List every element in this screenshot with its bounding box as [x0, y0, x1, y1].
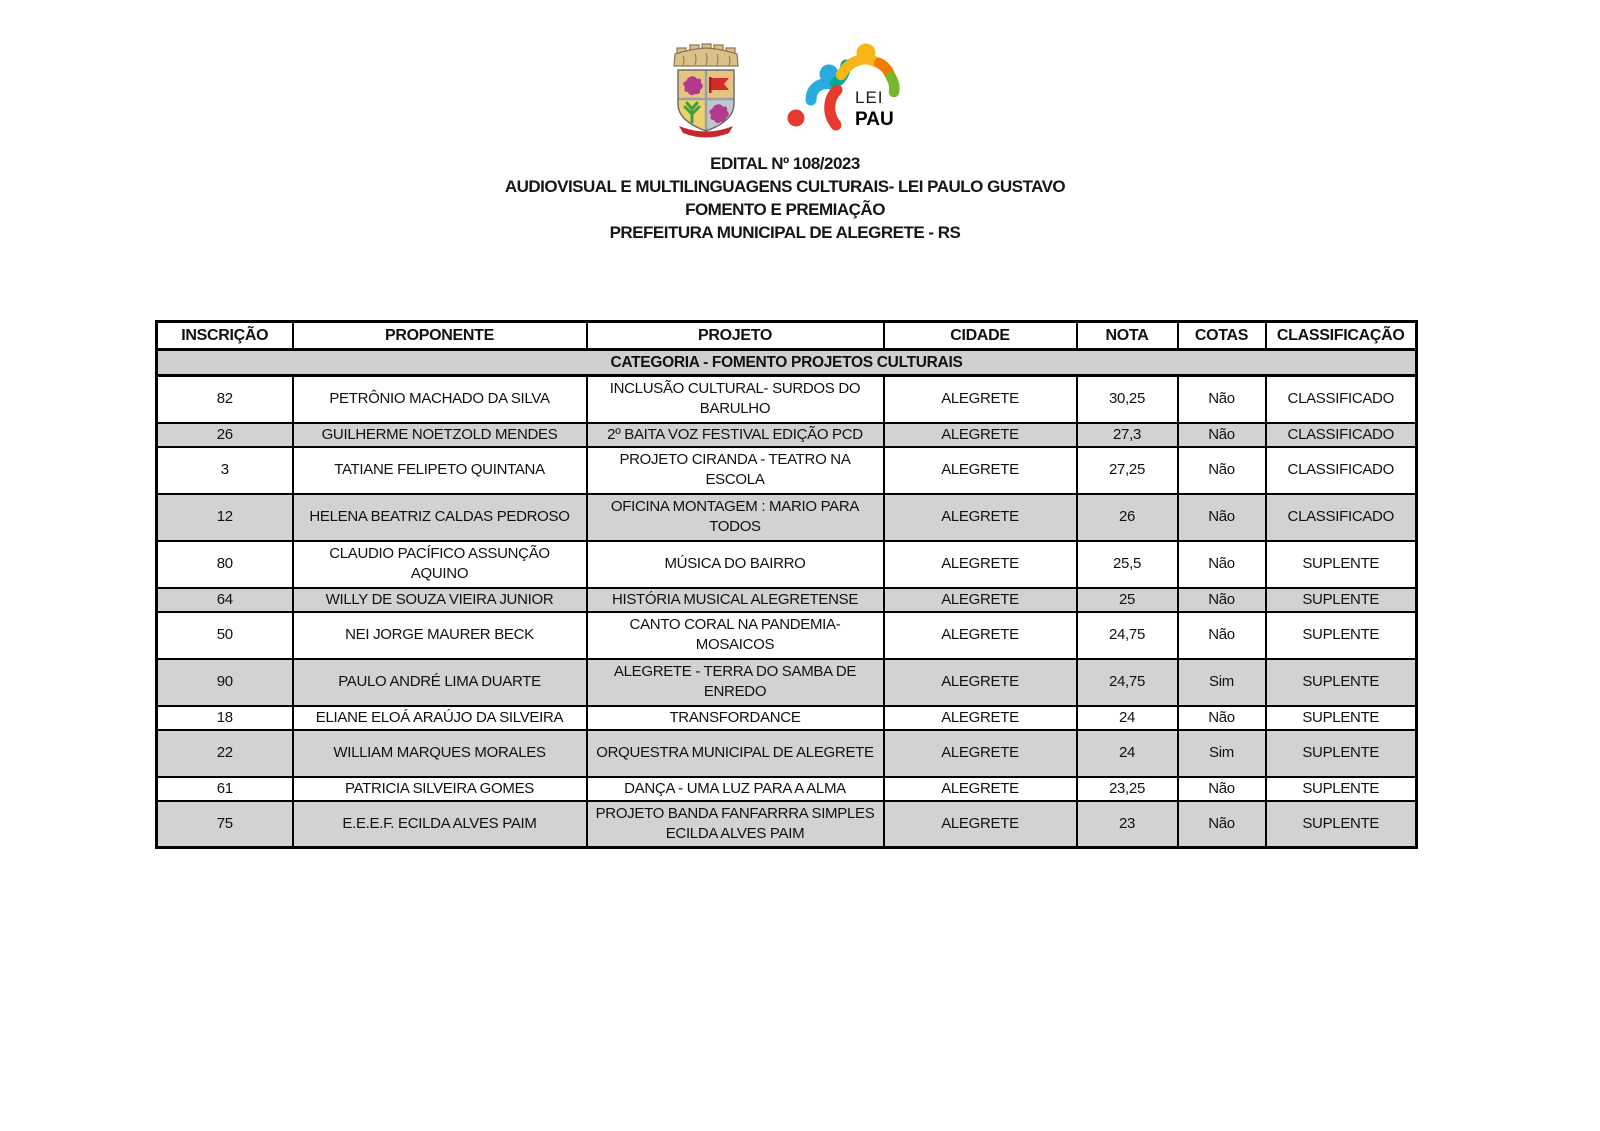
cell-proponente: TATIANE FELIPETO QUINTANA — [293, 447, 587, 494]
cell-proponente: WILLIAM MARQUES MORALES — [293, 730, 587, 777]
cell-cotas: Não — [1178, 494, 1266, 541]
cell-nota: 27,3 — [1077, 423, 1178, 447]
cell-cidade: ALEGRETE — [884, 541, 1077, 588]
cell-classificacao: SUPLENTE — [1266, 588, 1417, 612]
cell-inscricao: 80 — [157, 541, 293, 588]
cell-nota: 30,25 — [1077, 376, 1178, 423]
results-table — [155, 320, 1418, 849]
cell-projeto: PROJETO CIRANDA - TEATRO NA ESCOLA — [587, 447, 884, 494]
coat-of-arms-icon — [650, 34, 762, 138]
cell-classificacao: CLASSIFICADO — [1266, 423, 1417, 447]
cell-cotas: Não — [1178, 612, 1266, 659]
cell-projeto: PROJETO BANDA FANFARRRA SIMPLES ECILDA ALVES PAIM — [587, 801, 884, 848]
cell-cidade: ALEGRETE — [884, 777, 1077, 801]
cell-cotas: Não — [1178, 777, 1266, 801]
cell-cidade: ALEGRETE — [884, 494, 1077, 541]
column-header-5: COTAS — [1178, 322, 1266, 350]
cell-cotas: Não — [1178, 541, 1266, 588]
cell-projeto: ORQUESTRA MUNICIPAL DE ALEGRETE — [587, 730, 884, 777]
lei-paulo-gustavo-icon — [778, 34, 920, 140]
cell-nota: 24,75 — [1077, 612, 1178, 659]
table-row — [157, 777, 1417, 801]
cell-cotas: Não — [1178, 706, 1266, 730]
cell-cotas: Sim — [1178, 730, 1266, 777]
cell-inscricao: 50 — [157, 612, 293, 659]
cell-proponente: PATRICIA SILVEIRA GOMES — [293, 777, 587, 801]
column-header-3: CIDADE — [884, 322, 1077, 350]
cell-cidade: ALEGRETE — [884, 801, 1077, 848]
cell-nota: 24 — [1077, 706, 1178, 730]
cell-classificacao: SUPLENTE — [1266, 777, 1417, 801]
cell-cotas: Não — [1178, 801, 1266, 848]
column-header-6: CLASSIFICAÇÃO — [1266, 322, 1417, 350]
cell-cotas: Não — [1178, 423, 1266, 447]
table-row — [157, 659, 1417, 706]
column-header-2: PROJETO — [587, 322, 884, 350]
cell-proponente: E.E.E.F. ECILDA ALVES PAIM — [293, 801, 587, 848]
table-row — [157, 706, 1417, 730]
cell-cidade: ALEGRETE — [884, 730, 1077, 777]
cell-nota: 24,75 — [1077, 659, 1178, 706]
lpg-wordmark-lei: LEI — [855, 88, 884, 107]
cell-inscricao: 75 — [157, 801, 293, 848]
cell-proponente: WILLY DE SOUZA VIEIRA JUNIOR — [293, 588, 587, 612]
cell-classificacao: SUPLENTE — [1266, 541, 1417, 588]
cell-cidade: ALEGRETE — [884, 423, 1077, 447]
cell-classificacao: SUPLENTE — [1266, 612, 1417, 659]
column-header-1: PROPONENTE — [293, 322, 587, 350]
table-row — [157, 541, 1417, 588]
table-row — [157, 494, 1417, 541]
column-header-0: INSCRIÇÃO — [157, 322, 293, 350]
cell-proponente: ELIANE ELOÁ ARAÚJO DA SILVEIRA — [293, 706, 587, 730]
cell-proponente: PETRÔNIO MACHADO DA SILVA — [293, 376, 587, 423]
cell-proponente: PAULO ANDRÉ LIMA DUARTE — [293, 659, 587, 706]
cell-proponente: HELENA BEATRIZ CALDAS PEDROSO — [293, 494, 587, 541]
cell-projeto: MÚSICA DO BAIRRO — [587, 541, 884, 588]
cell-cidade: ALEGRETE — [884, 588, 1077, 612]
cell-projeto: 2º BAITA VOZ FESTIVAL EDIÇÃO PCD — [587, 423, 884, 447]
cell-inscricao: 3 — [157, 447, 293, 494]
category-label: CATEGORIA - FOMENTO PROJETOS CULTURAIS — [157, 350, 1417, 376]
table-row — [157, 423, 1417, 447]
edital-subject-line: AUDIOVISUAL E MULTILINGUAGENS CULTURAIS- LEI PAULO GUSTAVO — [504, 177, 1066, 196]
cell-projeto: CANTO CORAL NA PANDEMIA- MOSAICOS — [587, 612, 884, 659]
cell-cidade: ALEGRETE — [884, 612, 1077, 659]
cell-nota: 26 — [1077, 494, 1178, 541]
table-row — [157, 447, 1417, 494]
cell-classificacao: SUPLENTE — [1266, 801, 1417, 848]
table-row — [157, 730, 1417, 777]
cell-projeto: ALEGRETE - TERRA DO SAMBA DE ENREDO — [587, 659, 884, 706]
cell-projeto: TRANSFORDANCE — [587, 706, 884, 730]
cell-classificacao: CLASSIFICADO — [1266, 376, 1417, 423]
cell-nota: 27,25 — [1077, 447, 1178, 494]
cell-inscricao: 61 — [157, 777, 293, 801]
cell-inscricao: 64 — [157, 588, 293, 612]
cell-inscricao: 26 — [157, 423, 293, 447]
cell-nota: 23 — [1077, 801, 1178, 848]
cell-inscricao: 12 — [157, 494, 293, 541]
column-header-4: NOTA — [1077, 322, 1178, 350]
cell-classificacao: SUPLENTE — [1266, 706, 1417, 730]
cell-cotas: Não — [1178, 376, 1266, 423]
cell-cidade: ALEGRETE — [884, 706, 1077, 730]
cell-cotas: Sim — [1178, 659, 1266, 706]
municipality-line: PREFEITURA MUNICIPAL DE ALEGRETE - RS — [609, 223, 961, 242]
cell-nota: 23,25 — [1077, 777, 1178, 801]
cell-cidade: ALEGRETE — [884, 447, 1077, 494]
cell-cotas: Não — [1178, 447, 1266, 494]
cell-cidade: ALEGRETE — [884, 376, 1077, 423]
table-header-row — [157, 322, 1417, 350]
table-row — [157, 588, 1417, 612]
cell-nota: 24 — [1077, 730, 1178, 777]
category-row — [157, 350, 1417, 376]
cell-inscricao: 82 — [157, 376, 293, 423]
cell-proponente: NEI JORGE MAURER BECK — [293, 612, 587, 659]
cell-classificacao: SUPLENTE — [1266, 659, 1417, 706]
table-row — [157, 801, 1417, 848]
edital-number-line: EDITAL Nº 108/2023 — [710, 154, 860, 173]
cell-classificacao: SUPLENTE — [1266, 730, 1417, 777]
cell-inscricao: 90 — [157, 659, 293, 706]
document-title-block — [155, 152, 1415, 244]
cell-projeto: INCLUSÃO CULTURAL- SURDOS DO BARULHO — [587, 376, 884, 423]
cell-classificacao: CLASSIFICADO — [1266, 447, 1417, 494]
cell-nota: 25 — [1077, 588, 1178, 612]
lpg-wordmark-pau: PAU — [855, 109, 894, 130]
table-row — [157, 376, 1417, 423]
cell-projeto: HISTÓRIA MUSICAL ALEGRETENSE — [587, 588, 884, 612]
cell-cidade: ALEGRETE — [884, 659, 1077, 706]
cell-classificacao: CLASSIFICADO — [1266, 494, 1417, 541]
table-row — [157, 612, 1417, 659]
cell-proponente: GUILHERME NOETZOLD MENDES — [293, 423, 587, 447]
cell-projeto: DANÇA - UMA LUZ PARA A ALMA — [587, 777, 884, 801]
edital-type-line: FOMENTO E PREMIAÇÃO — [685, 200, 885, 219]
logo-row — [155, 0, 1415, 140]
cell-inscricao: 18 — [157, 706, 293, 730]
cell-inscricao: 22 — [157, 730, 293, 777]
cell-nota: 25,5 — [1077, 541, 1178, 588]
cell-cotas: Não — [1178, 588, 1266, 612]
cell-projeto: OFICINA MONTAGEM : MARIO PARA TODOS — [587, 494, 884, 541]
cell-proponente: CLAUDIO PACÍFICO ASSUNÇÃO AQUINO — [293, 541, 587, 588]
